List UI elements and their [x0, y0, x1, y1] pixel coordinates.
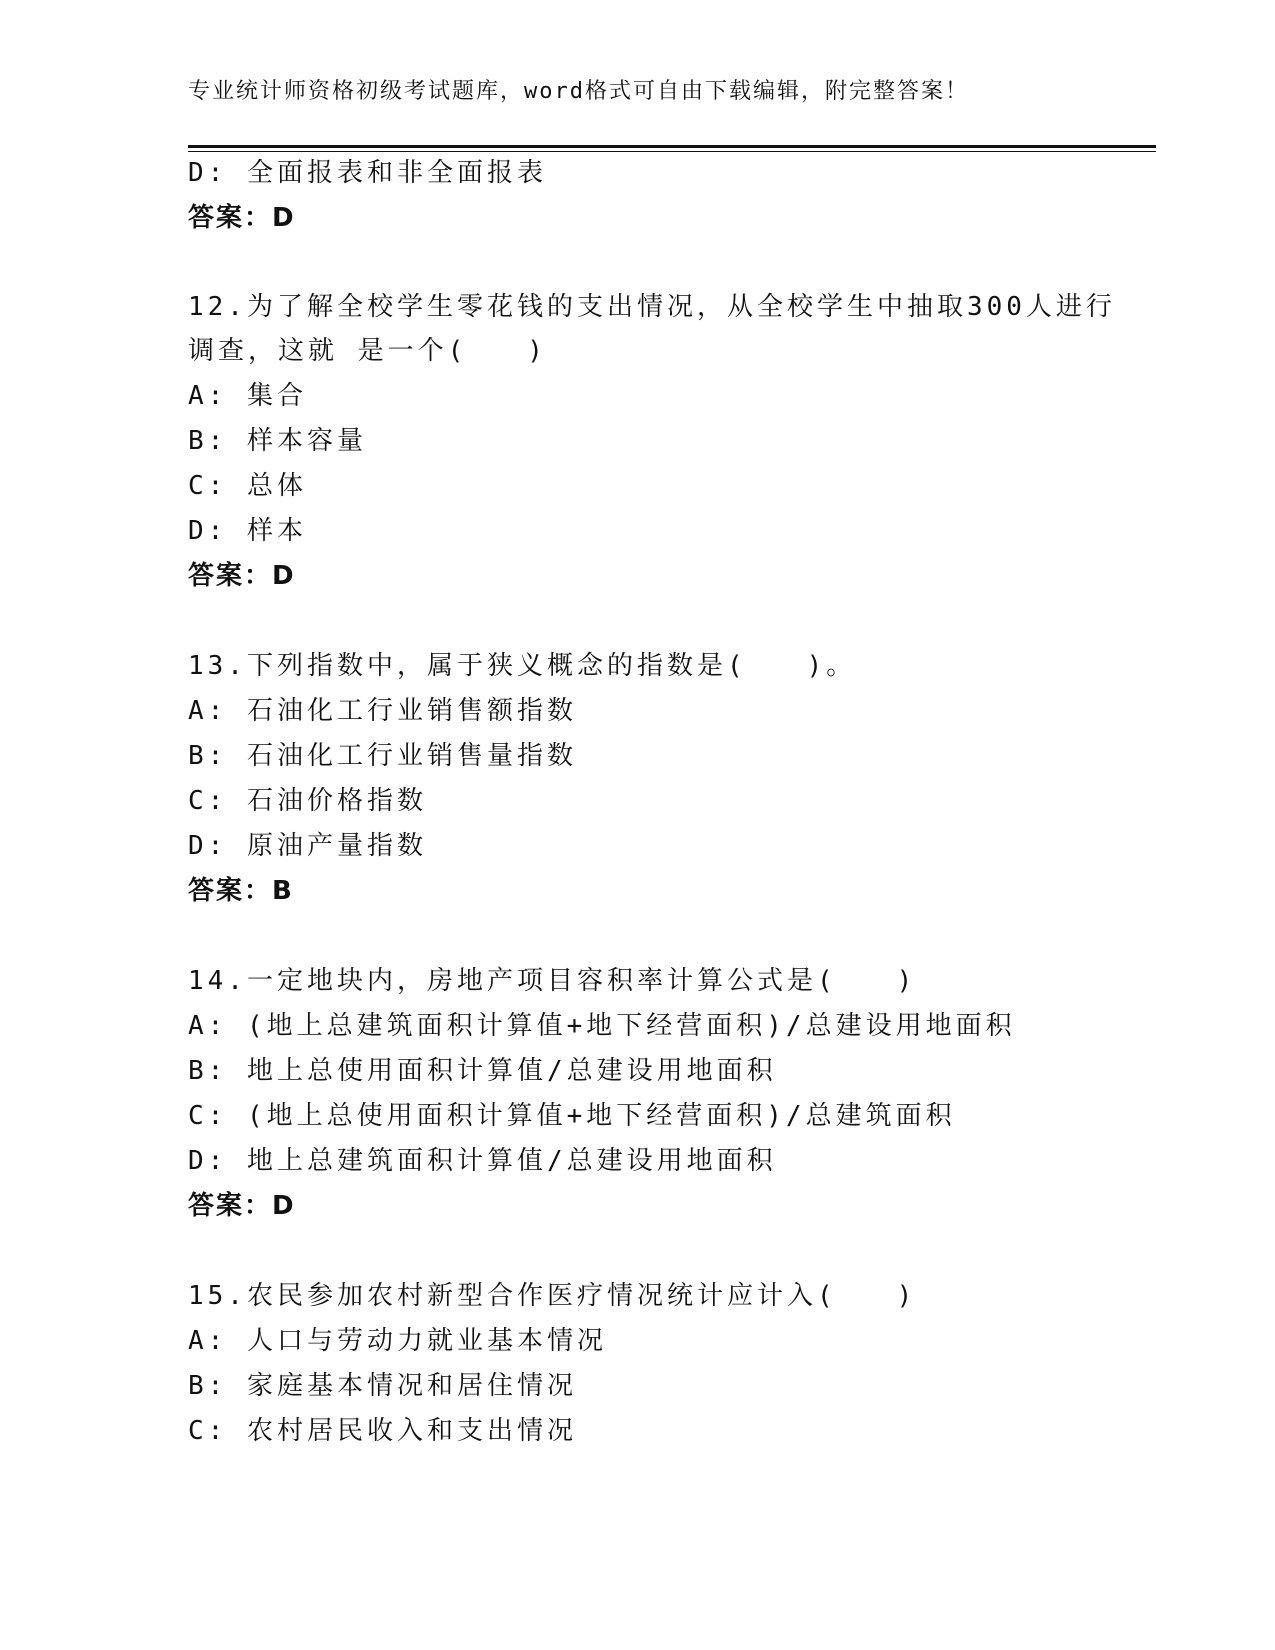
question-13-option-c: C: 石油价格指数 [188, 786, 427, 816]
question-14-stem-line-1: 14.一定地块内，房地产项目容积率计算公式是( ) [188, 966, 917, 996]
question-15-option-a: A: 人口与劳动力就业基本情况 [188, 1326, 607, 1356]
question-15-option-b: B: 家庭基本情况和居住情况 [188, 1371, 577, 1401]
question-14-option-a: A: (地上总建筑面积计算值+地下经营面积)/总建设用地面积 [188, 1011, 1016, 1041]
question-14-answer: 答案：D [188, 1191, 296, 1221]
question-12-stem-line-2: 调查，这就 是一个( ) [188, 336, 547, 366]
question-14-option-d: D: 地上总建筑面积计算值/总建设用地面积 [188, 1146, 777, 1176]
question-13-option-d: D: 原油产量指数 [188, 831, 427, 861]
question-12-option-a: A: 集合 [188, 381, 307, 411]
question-13-option-b: B: 石油化工行业销售量指数 [188, 741, 577, 771]
question-12-option-c: C: 总体 [188, 471, 307, 501]
answer: 答案：D [188, 203, 296, 233]
question-13-option-a: A: 石油化工行业销售额指数 [188, 696, 577, 726]
question-13-stem-line-1: 13.下列指数中，属于狭义概念的指数是( )。 [188, 651, 857, 681]
question-12-answer: 答案：D [188, 561, 296, 591]
question-15-stem-line-1: 15.农民参加农村新型合作医疗情况统计应计入( ) [188, 1281, 917, 1311]
option-d: D: 全面报表和非全面报表 [188, 158, 547, 188]
header-rule-thin [188, 151, 1156, 152]
question-12-stem-line-1: 12.为了解全校学生零花钱的支出情况，从全校学生中抽取300人进行 [188, 292, 1116, 322]
question-13-answer: 答案：B [188, 876, 294, 906]
question-14-option-b: B: 地上总使用面积计算值/总建设用地面积 [188, 1056, 777, 1086]
question-12-option-d: D: 样本 [188, 516, 307, 546]
page-header: 专业统计师资格初级考试题库，word格式可自由下载编辑，附完整答案！ [188, 79, 969, 104]
question-12-option-b: B: 样本容量 [188, 426, 367, 456]
question-14-option-c: C: (地上总使用面积计算值+地下经营面积)/总建筑面积 [188, 1101, 956, 1131]
question-15-option-c: C: 农村居民收入和支出情况 [188, 1416, 577, 1446]
header-rule-thick [188, 145, 1156, 148]
